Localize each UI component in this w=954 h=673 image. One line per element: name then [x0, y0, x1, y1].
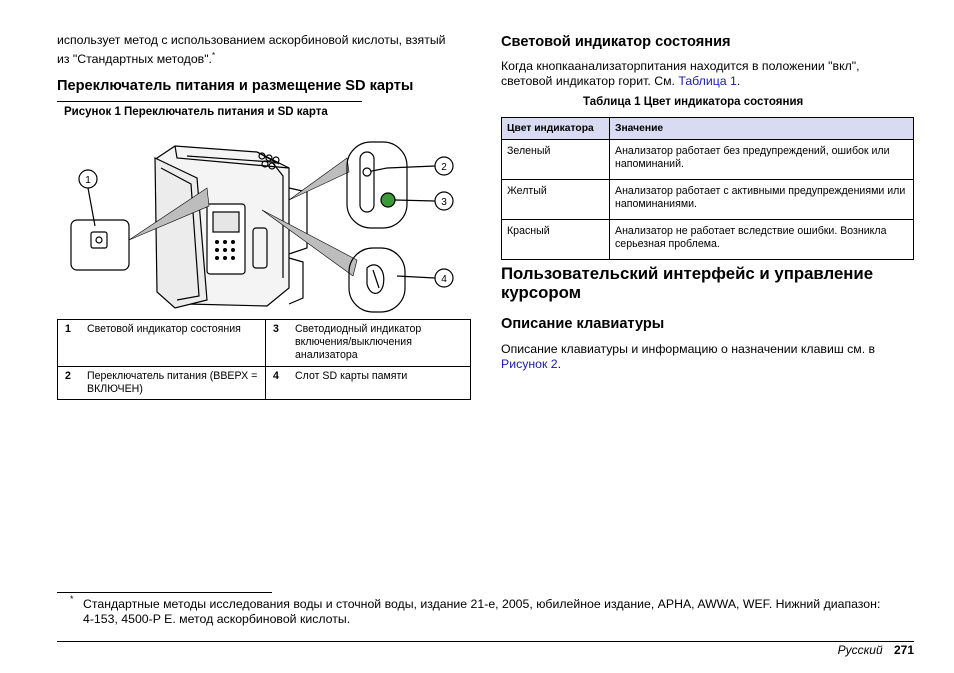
keyboard-paragraph [501, 342, 911, 372]
status-meaning-cell: Анализатор работает без предупреждений, ошибок или напоминаний. [610, 140, 914, 180]
intro-line-2: из "Стандартных методов". [57, 52, 212, 67]
legend-text: Слот SD карты памяти [295, 370, 408, 382]
status-text-end: . [736, 74, 741, 88]
page-footer [838, 643, 914, 657]
legend-text: Светодиодный индикатор включения/выключения анализатора [295, 323, 422, 361]
legend-number: 1 [65, 323, 71, 335]
zoom-box-switch [347, 142, 407, 228]
analyzer-figure [57, 128, 471, 314]
header-meaning: Значение [610, 118, 914, 140]
table-row [502, 140, 914, 180]
status-text: Когда кнопкаанализаторпитания находится в положении "вкл", световой индикатор горит. См. [501, 59, 860, 88]
page-number: 271 [893, 643, 914, 657]
table-caption: Таблица 1 Цвет индикатора состояния [583, 96, 804, 108]
legend-text: Световой индикатор состояния [87, 323, 241, 335]
keyboard-subheading: Описание клавиатуры [501, 316, 665, 332]
callout-label-3: 3 [441, 197, 447, 208]
legend-cell [266, 320, 471, 367]
footnote-ref: * [211, 51, 216, 60]
status-color-table [501, 117, 914, 260]
power-section-heading: Переключатель питания и размещение SD карты [57, 78, 414, 94]
footer-rule [57, 641, 914, 642]
figure-caption-rule [57, 101, 362, 102]
legend-number: 3 [273, 323, 279, 335]
table-1-link[interactable]: Таблица 1 [678, 74, 737, 88]
ui-section-heading: Пользовательский интерфейс и управление курсором [501, 264, 874, 302]
legend-number: 4 [273, 370, 279, 382]
legend-number: 2 [65, 370, 71, 382]
footnote-rule [57, 592, 272, 593]
footnote-text: Стандартные методы исследования воды и сточной воды, издание 21-е, 2005, юбилейное издание, APHA, AWWA, WEF. Нижний диапазон: 4-153, 4500-P E. метод аскорбиновой кислоты. [83, 597, 881, 626]
footnote-mark: * [70, 594, 74, 604]
figure-legend-table [57, 319, 471, 400]
callout-label-4: 4 [441, 274, 447, 285]
legend-cell [266, 367, 471, 400]
legend-text: Переключатель питания (ВВЕРХ = ВКЛЮЧЕН) [87, 370, 258, 395]
keyboard-text: Описание клавиатуры и информацию о назначении клавиш см. в [501, 342, 876, 356]
intro-line-2-wrap [57, 48, 477, 67]
keyboard-text-end: . [557, 357, 562, 371]
header-color: Цвет индикатора [502, 118, 610, 140]
zoom-box-sd [349, 248, 405, 312]
legend-row [58, 320, 471, 367]
callout-label-2: 2 [441, 162, 447, 173]
footer-language: Русский [837, 643, 883, 657]
status-color-cell: Красный [502, 220, 610, 260]
callout-label-1: 1 [85, 175, 91, 186]
table-row [502, 220, 914, 260]
table-row [502, 180, 914, 220]
figure-2-link[interactable]: Рисунок 2 [501, 357, 558, 371]
status-color-cell: Желтый [502, 180, 610, 220]
status-section-heading: Световой индикатор состояния [501, 34, 731, 50]
intro-line-1: использует метод с использованием аскорбиновой кислоты, взятый [57, 33, 446, 47]
zoom-box-1 [71, 220, 129, 270]
status-table-header [502, 118, 914, 140]
status-meaning-cell: Анализатор не работает вследствие ошибки. Возникла серьезная проблема. [610, 220, 914, 260]
legend-cell [58, 367, 266, 400]
status-color-cell: Зеленый [502, 140, 610, 180]
figure-caption: Рисунок 1 Переключатель питания и SD карта [64, 106, 328, 118]
status-paragraph [501, 59, 901, 89]
intro-paragraph [57, 33, 477, 67]
legend-cell [58, 320, 266, 367]
legend-row [58, 367, 471, 400]
status-meaning-cell: Анализатор работает с активными предупреждениями или напоминаниями. [610, 180, 914, 220]
